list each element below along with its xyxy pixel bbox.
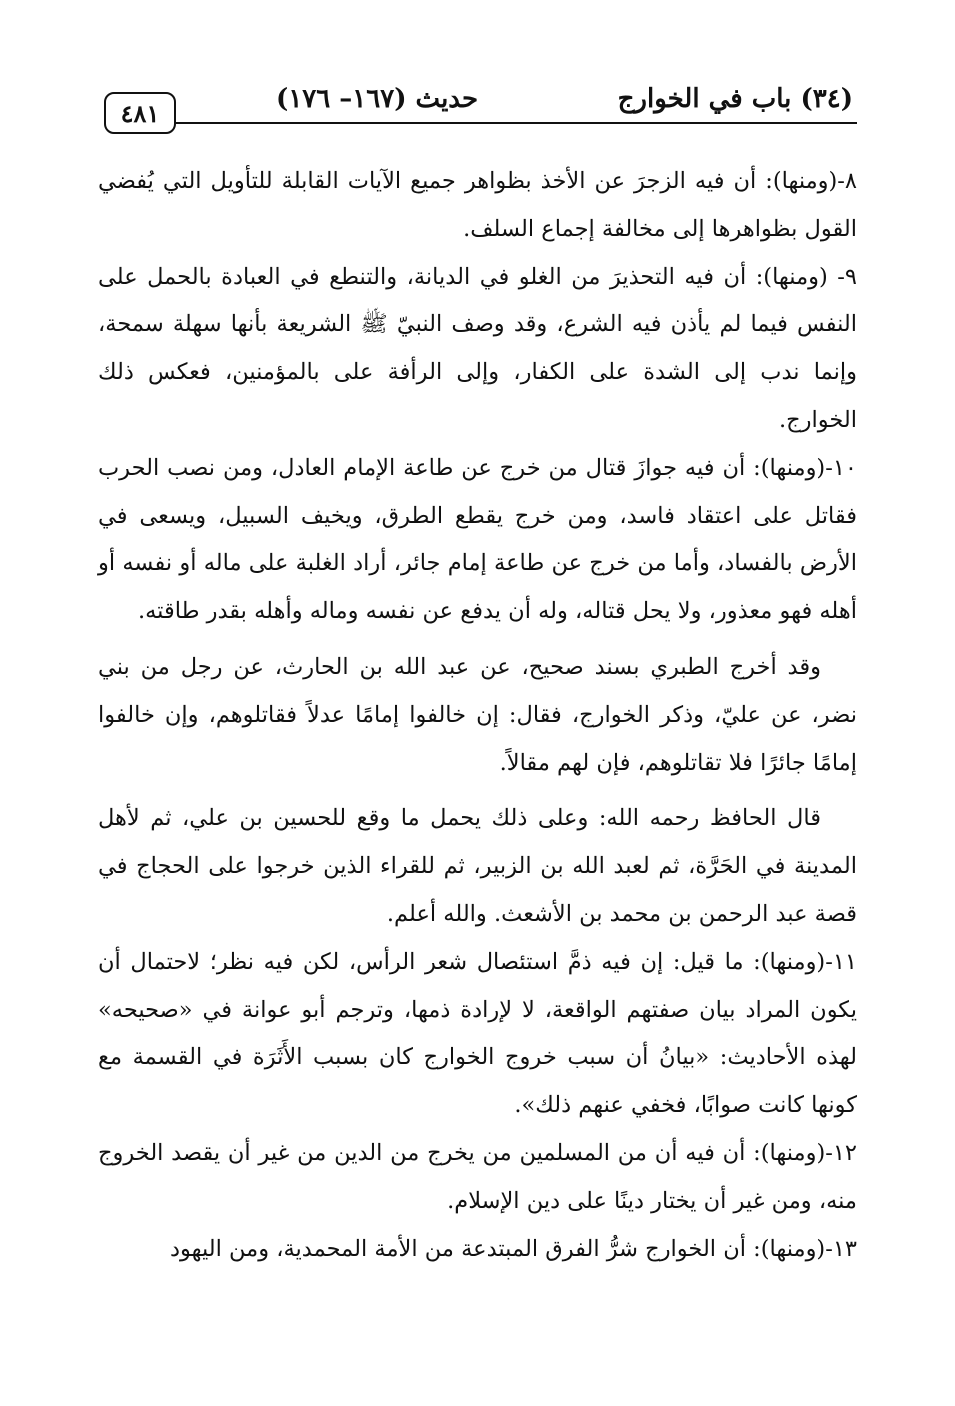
page-number-label: ٤٨١ (120, 98, 160, 128)
page-header (98, 70, 857, 132)
paragraph-point-12: ١٢-(ومنها): أن فيه أن من المسلمين من يخرج من الدين من غير أن يقصد الخروج منه، ومن غير أن يختار دينًا على دين الإسلام. (98, 1139, 857, 1214)
hadith-range: حديث (١٦٧– ١٧٦) (276, 84, 479, 114)
chapter-title: (٣٤) باب في الخوارج (617, 84, 853, 114)
paragraph-point-11: ١١-(ومنها): ما قيل: إن فيه ذمَّ استئصال شعر الرأس، لكن فيه نظر؛ لاحتمال أن يكون المراد بيان صفتهم الواقعة، لا لإرادة ذمها، وترجم أبو عوانة في «صحيحه» لهذه الأحاديث: «بيانُ أن سبب خروج الخوارج كان بسبب الأَثَرَة في القسمة مع كونها كانت صوابًا، فخفي عنهم ذلك». (98, 948, 857, 1119)
header-divider (176, 122, 857, 124)
page-number (104, 92, 176, 134)
paragraph-point-9: ٩- (ومنها): أن فيه التحذيرَ من الغلو في الديانة، والتنطع في العبادة بالحمل على النفس فيما لم يأذن فيه الشرع، وقد وصف النبيّ ﷺ الشريعة بأنها سهلة سمحة، وإنما ندب إلى الشدة على الكفار، وإلى الرأفة على بالمؤمنين، فعكس ذلك الخوارج. (98, 263, 857, 433)
paragraph-hafiz-comment: قال الحافظ رحمه الله: وعلى ذلك يحمل ما وقع للحسين بن علي، ثم لأهل المدينة في الحَرَّة، ثم لعبد الله بن الزبير، ثم للقراء الذين خرجوا على الحجاج في قصة عبد الرحمن بن محمد بن الأشعث. والله أعلم. (98, 805, 857, 927)
paragraph-point-13: ١٣-(ومنها): أن الخوارج شرُّ الفرق المبتدعة من الأمة المحمدية، ومن اليهود (169, 1235, 857, 1262)
paragraph-point-10: ١٠-(ومنها): أن فيه جوازَ قتال من خرج عن طاعة الإمام العادل، ومن نصب الحرب فقاتل على اعتقاد فاسد، ومن خرج يقطع الطرق، ويخيف السبيل، ويسعى في الأرض بالفساد، وأما من خرج عن طاعة إمام جائر، أراد الغلبة على ماله أو نفسه أو أهله فهو معذور، ولا يحل قتاله، وله أن يدفع عن نفسه وماله وأهله بقدر طاقته. (98, 454, 857, 625)
paragraph-point-8: ٨-(ومنها): أن فيه الزجرَ عن الأخذ بظواهر جميع الآيات القابلة للتأويل التي يُفضي القول بظواهرها إلى مخالفة إجماع السلف. (98, 168, 857, 242)
page-body (98, 158, 857, 1273)
paragraph-tabari-narration: وقد أخرج الطبري بسند صحيح، عن عبد الله بن الحارث، عن رجل من بني نضر، عن عليّ، وذكر الخوارج، فقال: إن خالفوا إمامًا عدلاً فقاتلوهم، وإن خالفوا إمامًا جائرًا فلا تقاتلوهم، فإن لهم مقالاً. (98, 653, 857, 776)
